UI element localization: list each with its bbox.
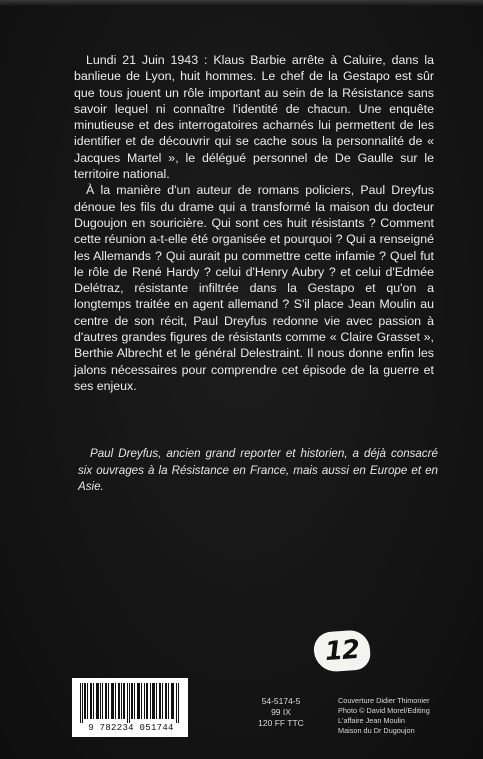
author-bio: Paul Dreyfus, ancien grand reporter et historien, a déjà consacré six ouvrages à la Résistance en France, mais aussi en Europe et en Asie. xyxy=(78,447,438,493)
barcode-number: 9 782234 051744 xyxy=(88,723,174,733)
credit-line: Couverture Didier Thimonier xyxy=(338,696,430,705)
barcode-icon xyxy=(80,683,180,723)
price-info xyxy=(246,696,316,729)
synopsis-paragraph-1: Lundi 21 Juin 1943 : Klaus Barbie arrête à Caluire, dans la banlieue de Lyon, huit hommes. Le chef de la Gestapo est sûr que tous jouent un rôle important au sein de la Résistance sans savoir lequel ni connaître l'identité de chacun. Une enquête minutieuse et des interrogatoires acharnés lui permettent de les identifier et de découvrir qui se cache sous la personnalité de « Jacques Martel », le délégué personnel de De Gaulle sur le territoire national. xyxy=(74,53,434,182)
edition-code: 99 IX xyxy=(271,707,291,717)
synopsis-text xyxy=(74,52,434,394)
credit-line: L'affaire Jean Moulin xyxy=(338,716,405,725)
credit-line: Photo © David Morel/Editing xyxy=(338,706,430,715)
price-label: 120 FF TTC xyxy=(258,718,304,728)
barcode-label xyxy=(72,678,188,737)
sticker-label: 12 xyxy=(323,634,361,668)
isbn-code: 54-5174-5 xyxy=(261,696,301,706)
synopsis-paragraph-2: À la manière d'un auteur de romans policiers, Paul Dreyfus dénoue les fils du drame qui a transformé la maison du docteur Dugoujon en souricière. Qui sont ces huit résistants ? Comment cette réunion a-t-elle été organisée et pourquoi ? Qui a renseigné les Allemands ? Qui aurait pu commettre cette infamie ? Quel fut le rôle de René Hardy ? celui d'Henry Aubry ? et celui d'Edmée Delétraz, résistante infiltrée dans la Gestapo et qu'on a longtemps traitée en agent allemand ? S'il place Jean Moulin au centre de son récit, Paul Dreyfus redonne vie avec passion à d'autres grandes figures de résistants comme « Claire Grasset », Berthie Albrecht et le général Delestraint. Il nous donne enfin les jalons nécessaires pour comprendre cet épisode de la guerre et ses enjeux. xyxy=(74,183,434,393)
price-sticker xyxy=(313,629,372,673)
credit-line: Maison du Dr Dugoujon xyxy=(338,726,415,735)
cover-top-edge xyxy=(0,0,483,6)
cover-credits xyxy=(338,696,458,736)
